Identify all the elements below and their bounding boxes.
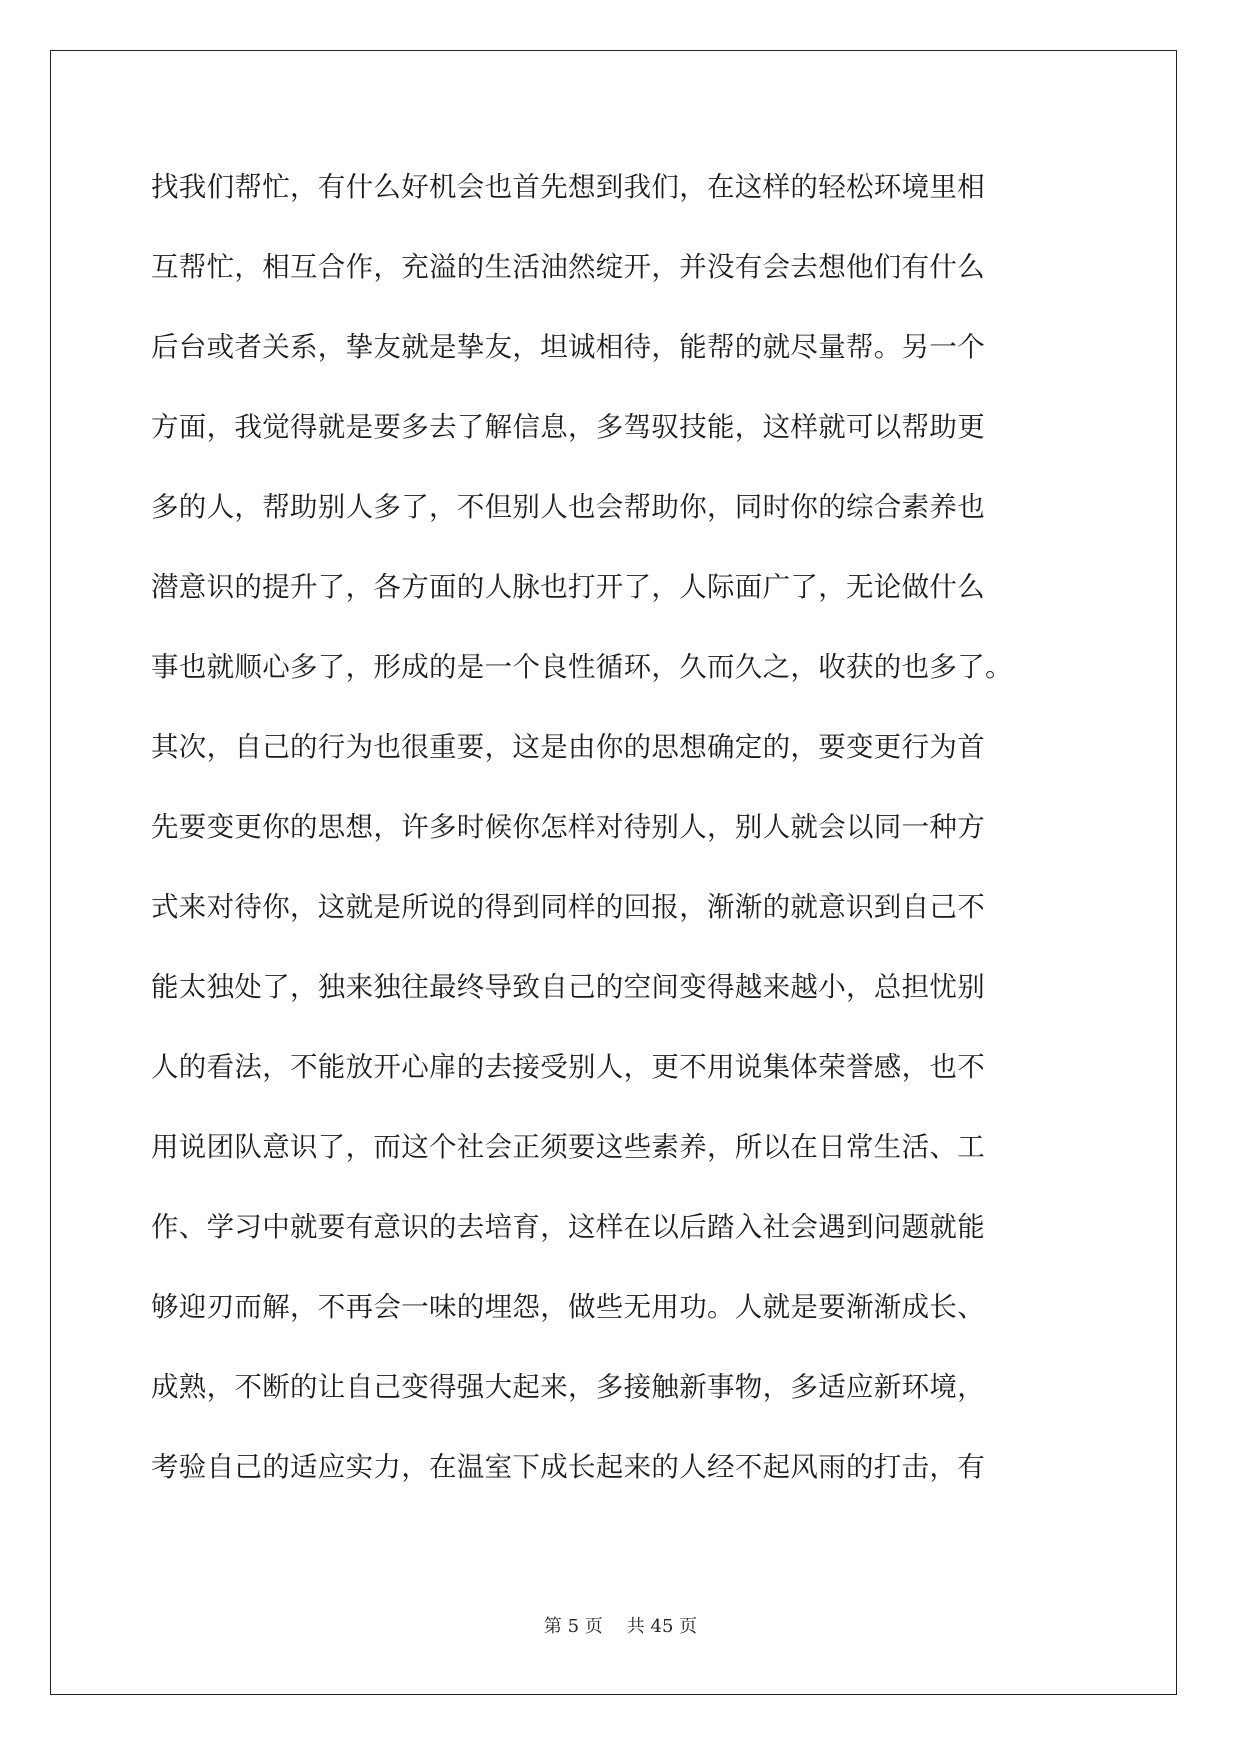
text-line: 多的人，帮助别人多了，不但别人也会帮助你，同时你的综合素养也 [151, 491, 985, 523]
text-line: 能太独处了，独来独往最终导致自己的空间变得越来越小，总担忧别 [151, 971, 985, 1003]
text-line: 其次，自己的行为也很重要，这是由你的思想确定的，要变更行为首 [151, 731, 985, 763]
document-body [151, 157, 1091, 1517]
text-line: 先要变更你的思想，许多时候你怎样对待别人，别人就会以同一种方 [151, 811, 985, 843]
text-line: 考验自己的适应实力，在温室下成长起来的人经不起风雨的打击，有 [151, 1451, 985, 1483]
text-line: 找我们帮忙，有什么好机会也首先想到我们，在这样的轻松环境里相 [151, 171, 985, 203]
page-total: 共 45 页 [626, 1616, 698, 1637]
text-line: 够迎刃而解，不再会一味的埋怨，做些无用功。人就是要渐渐成长、 [151, 1291, 985, 1323]
page-number: 第 5 页 [543, 1616, 603, 1637]
page-footer [0, 1612, 1241, 1638]
text-line: 用说团队意识了，而这个社会正须要这些素养，所以在日常生活、工 [151, 1131, 985, 1163]
text-line: 方面，我觉得就是要多去了解信息，多驾驭技能，这样就可以帮助更 [151, 411, 985, 443]
text-line: 人的看法，不能放开心扉的去接受别人，更不用说集体荣誉感，也不 [151, 1051, 985, 1083]
text-line: 式来对待你，这就是所说的得到同样的回报，渐渐的就意识到自己不 [151, 891, 985, 923]
text-line: 互帮忙，相互合作，充溢的生活油然绽开，并没有会去想他们有什么 [151, 251, 985, 283]
text-line: 成熟，不断的让自己变得强大起来，多接触新事物，多适应新环境， [151, 1371, 985, 1403]
text-line: 后台或者关系，挚友就是挚友，坦诚相待，能帮的就尽量帮。另一个 [151, 331, 985, 363]
text-line: 作、学习中就要有意识的去培育，这样在以后踏入社会遇到问题就能 [151, 1211, 985, 1243]
text-line: 事也就顺心多了，形成的是一个良性循环，久而久之，收获的也多了。 [151, 651, 1013, 683]
text-line: 潜意识的提升了，各方面的人脉也打开了，人际面广了，无论做什么 [151, 571, 985, 603]
